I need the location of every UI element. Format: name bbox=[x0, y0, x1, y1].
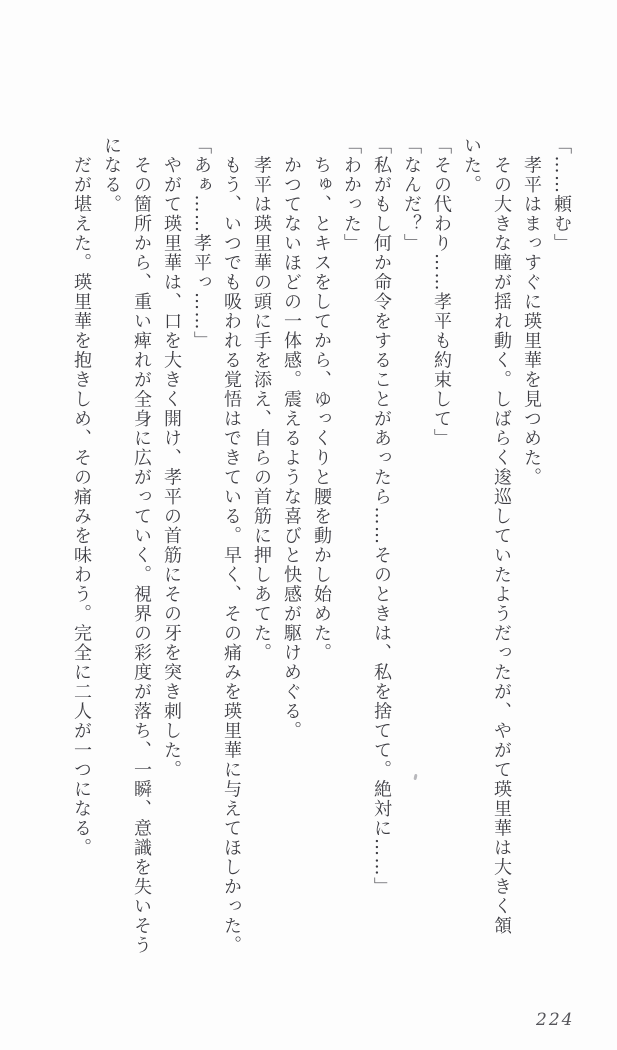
text-column: もう、いつでも吸われる覚悟はできている。早く、その痛みを瑛里華に与えてほしかった。 bbox=[221, 136, 242, 955]
text-column: その大きな瞳が揺れ動く。しばらく逡巡していたようだったが、やがて瑛里華は大きく頷 bbox=[491, 136, 512, 936]
text-column: かつてないほどの一体感。震えるような喜びと快感が駆けめぐる。 bbox=[281, 136, 302, 741]
text-column: 「あぁ……孝平っ……」 bbox=[191, 136, 212, 351]
text-column: 「なんだ？」 bbox=[401, 136, 422, 253]
text-column: 孝平は瑛里華の頭に手を添え、自らの首筋に押しあてた。 bbox=[251, 136, 272, 663]
text-column: になる。 bbox=[101, 136, 122, 214]
text-column: いた。 bbox=[461, 136, 482, 195]
page-number: 224 bbox=[536, 1010, 575, 1030]
text-column: だが堪えた。瑛里華を抱きしめ、その痛みを味わう。完全に二人が一つになる。 bbox=[71, 136, 92, 858]
text-column: 「私がもし何か命令をすることがあったら……そのときは、私を捨てて。絶対に……」 bbox=[371, 136, 392, 897]
text-column: 「わかった」 bbox=[341, 136, 362, 253]
text-column: 「……頼む」 bbox=[551, 136, 572, 253]
text-column: やがて瑛里華は、口を大きく開け、孝平の首筋にその牙を突き刺した。 bbox=[161, 136, 182, 780]
text-column: その箇所から、重い痺れが全身に広がっていく。視界の彩度が落ち、一瞬、意識を失いそう bbox=[131, 136, 152, 955]
text-column: 「その代わり……孝平も約束して」 bbox=[431, 136, 452, 448]
text-column: ちゅ、とキスをしてから、ゆっくりと腰を動かし始めた。 bbox=[311, 136, 332, 663]
page-text-block bbox=[66, 136, 576, 968]
text-column: 孝平はまっすぐに瑛里華を見つめた。 bbox=[521, 136, 542, 487]
